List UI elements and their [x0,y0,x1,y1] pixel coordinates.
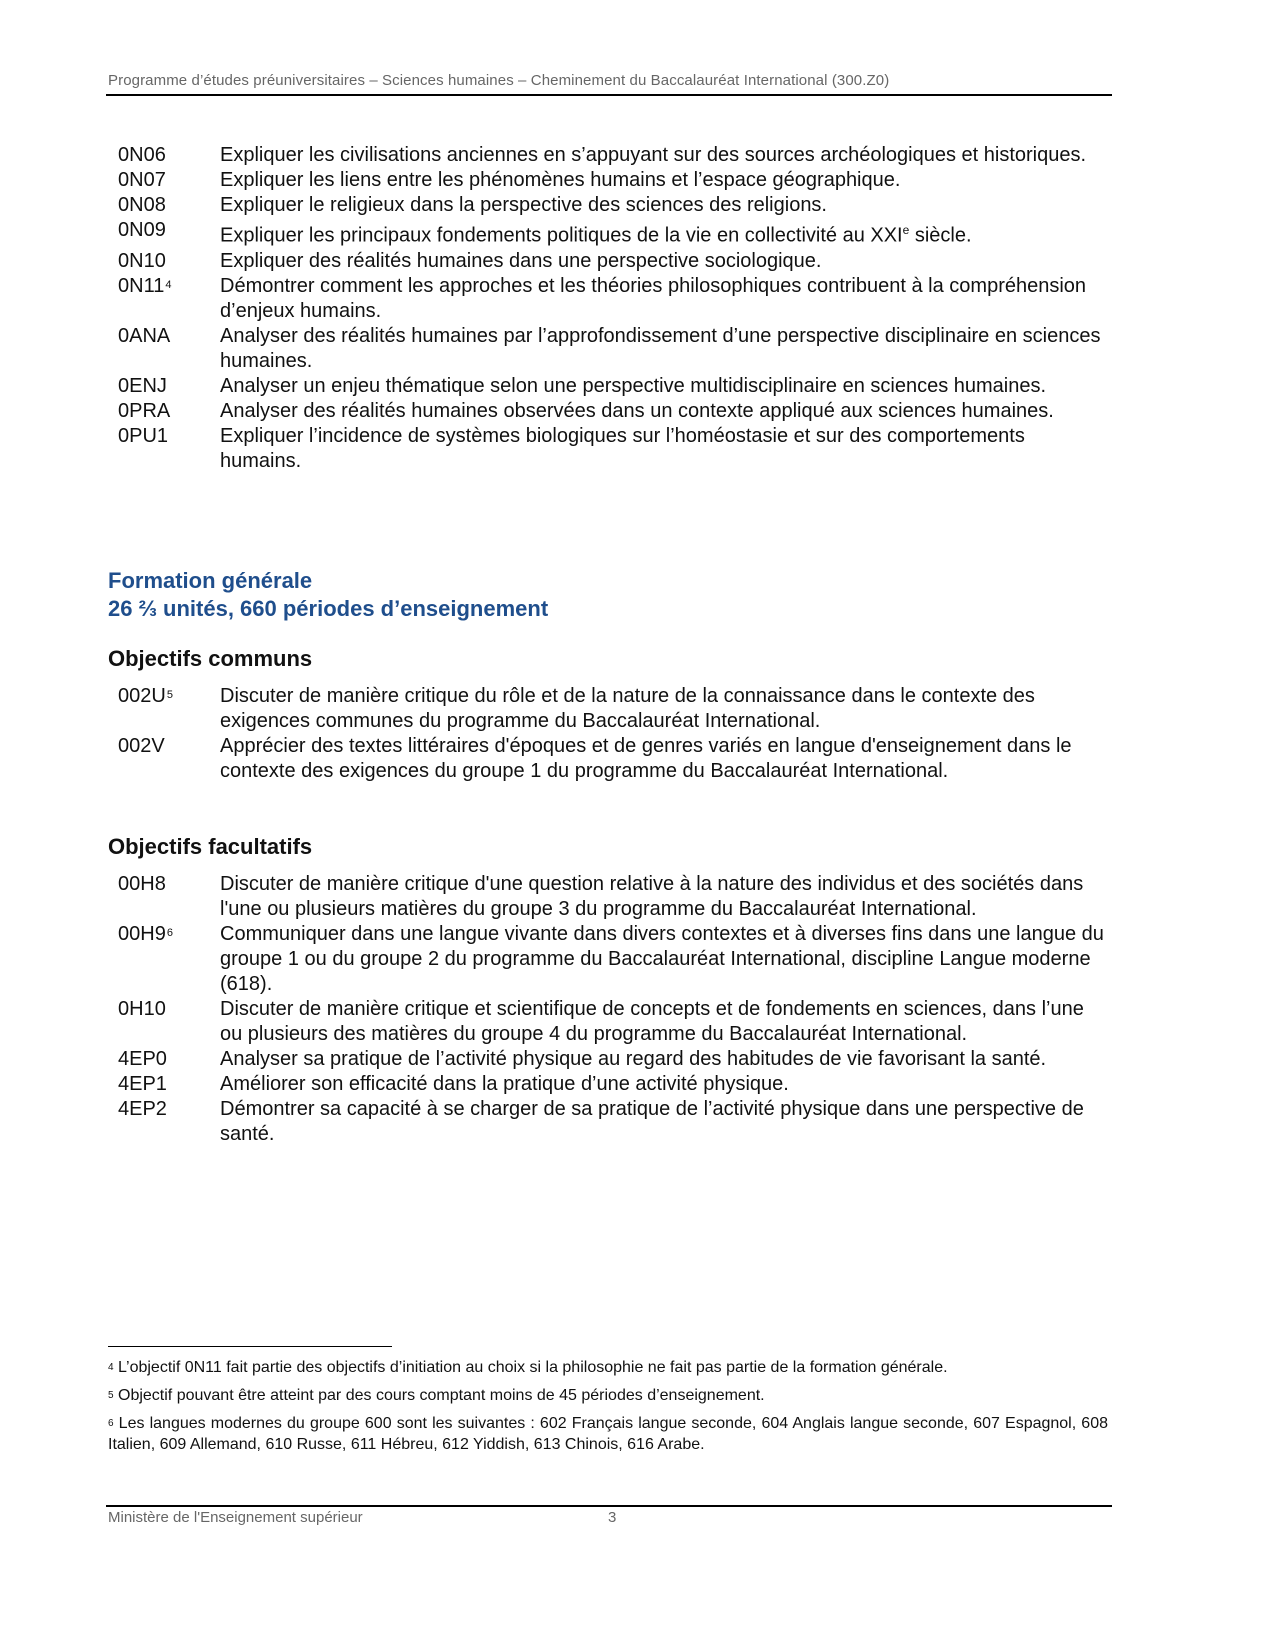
objective-code [108,193,220,218]
code-text: 4EP0 [118,1048,167,1070]
footnote-ref: 5 [166,689,173,701]
objective-code [108,399,220,424]
objective-code [108,922,220,997]
text: Améliorer son efficacité dans la pratique d’une activité physique. [220,1073,789,1095]
objective-item [108,143,1108,168]
code-text: 0N06 [118,144,166,166]
section-subtitle: 26 ⅔ unités, 660 périodes d’enseignement [108,596,549,621]
superscript: e [902,223,910,237]
objective-text [220,143,1108,168]
code-text: 0PRA [118,399,171,422]
code-text: 0N08 [118,194,166,216]
footnote-text: Les langues modernes du groupe 600 sont les suivantes : 602 Français langue seconde, 604 Anglais langue seconde, 607 Espagnol, 608 Italien, 609 Allemand, 610 Russe, 611 Hébreu, 612 Yiddish, 613 Chinois, 616 Arabe. [108,1415,1108,1453]
code-text: 002U [118,685,166,707]
page-number: 3 [608,1509,617,1526]
text: Expliquer l’incidence de systèmes biologiques sur l’homéostasie et sur des comportements humains. [220,424,1025,472]
text: Démontrer sa capacité à se charger de sa pratique de l’activité physique dans une perspective de santé. [220,1098,1084,1145]
objective-item [108,1072,1108,1097]
running-header: Programme d’études préuniversitaires – Sciences humaines – Cheminement du Baccalauréat International (300.Z0) [108,72,890,89]
objective-code [108,143,220,168]
objectifs-communs [108,645,1108,784]
subsection-title: Objectifs communs [108,646,313,671]
section-title: Formation générale [108,568,313,593]
footnote-ref: 6 [166,927,173,939]
objective-item [108,424,1108,474]
objective-item [108,922,1108,997]
objective-text [220,274,1108,324]
subsection-title: Objectifs facultatifs [108,834,313,859]
footnote-ref: 4 [165,278,172,291]
objective-item [108,997,1108,1047]
code-text: 0N09 [118,219,166,241]
text: Apprécier des textes littéraires d'époques et de genres variés en langue d'enseignement dans le contexte des exigences du groupe 1 du programme du Baccalauréat International. [220,735,1072,782]
objective-text [220,734,1108,784]
footnote-number: 4 [108,1362,114,1373]
text: Expliquer les liens entre les phénomènes humains et l’espace géographique. [220,169,901,191]
text: Communiquer dans une langue vivante dans divers contextes et à diverses fins dans une langue du groupe 1 ou du groupe 2 du programme du Baccalauréat International, discipline Langue moderne (618). [220,923,1104,995]
footnote-4 [108,1357,1108,1378]
code-text: 00H8 [118,873,166,895]
code-text: 002V [118,735,165,757]
objective-item [108,684,1108,734]
objective-item [108,168,1108,193]
objective-text [220,684,1108,734]
objective-code [108,218,220,249]
code-text: 4EP1 [118,1073,167,1095]
text: Discuter de manière critique et scientifique de concepts et de fondements en sciences, dans l’une ou plusieurs des matières du groupe 4 du programme du Baccalauréat International. [220,998,1084,1045]
objective-text [220,249,1108,274]
code-text: 00H9 [118,923,166,945]
objective-text [220,193,1108,218]
objectives-list [108,684,1108,784]
text: siècle. [909,224,972,247]
footnote-number: 6 [108,1418,114,1429]
objective-text [220,374,1108,399]
objective-text [220,1072,1108,1097]
code-text: 0ENJ [118,374,167,397]
objectifs-facultatifs [108,833,1108,1147]
objective-item [108,193,1108,218]
code-text: 0N07 [118,169,166,191]
text: Analyser des réalités humaines observées dans un contexte appliqué aux sciences humaines. [220,399,1054,422]
header-rule [106,94,1112,96]
objective-code [108,684,220,734]
objective-code [108,1072,220,1097]
objective-code [108,274,220,324]
text: Expliquer des réalités humaines dans une perspective sociologique. [220,249,822,272]
text: Démontrer comment les approches et les théories philosophiques contribuent à la compréhension d’enjeux humains. [220,274,1087,322]
code-text: 4EP2 [118,1098,167,1120]
objective-text [220,168,1108,193]
footnote-5 [108,1385,1108,1406]
footer-ministry: Ministère de l'Enseignement supérieur [108,1509,363,1526]
formation-heading [108,567,1108,623]
objective-text [220,1097,1108,1147]
code-text: 0H10 [118,998,166,1020]
text: Analyser un enjeu thématique selon une perspective multidisciplinaire en sciences humaines. [220,374,1047,397]
objective-item [108,1047,1108,1072]
objective-code [108,1097,220,1147]
objective-item [108,324,1108,374]
objective-text [220,218,1108,249]
objective-item [108,274,1108,324]
text: Discuter de manière critique du rôle et de la nature de la connaissance dans le contexte des exigences communes du programme du Baccalauréat International. [220,685,1035,732]
objective-item [108,1097,1108,1147]
text: Expliquer les civilisations anciennes en s’appuyant sur des sources archéologiques et historiques. [220,144,1087,166]
objective-code [108,872,220,922]
objective-code [108,324,220,374]
objective-item [108,249,1108,274]
code-text: 0N11 [118,274,165,297]
objective-text [220,1047,1108,1072]
objective-code [108,249,220,274]
objective-item [108,872,1108,922]
footnote-text: L’objectif 0N11 fait partie des objectifs d’initiation au choix si la philosophie ne fait pas partie de la formation générale. [113,1359,948,1376]
objective-code [108,424,220,474]
objective-code [108,374,220,399]
code-text: 0PU1 [118,424,169,447]
text: Analyser des réalités humaines par l’approfondissement d’une perspective disciplinaire en sciences humaines. [220,324,1101,372]
text: Analyser sa pratique de l’activité physique au regard des habitudes de vie favorisant la santé. [220,1048,1047,1070]
objective-code [108,734,220,784]
footnote-rule [108,1346,392,1347]
objective-code [108,168,220,193]
text: Discuter de manière critique d'une question relative à la nature des individus et des sociétés dans l'une ou plusieurs matières du groupe 3 du programme du Baccalauréat International. [220,873,1084,920]
footer-rule [106,1505,1112,1507]
footnote-text: Objectif pouvant être atteint par des cours comptant moins de 45 périodes d’enseignement. [113,1387,765,1404]
objective-text [220,399,1108,424]
objective-text [220,324,1108,374]
objective-text [220,424,1108,474]
objective-text [220,872,1108,922]
footnote-number: 5 [108,1390,114,1401]
code-text: 0ANA [118,324,171,347]
objective-text [220,997,1108,1047]
objective-code [108,997,220,1047]
objective-item [108,734,1108,784]
objective-code [108,1047,220,1072]
text: Expliquer les principaux fondements politiques de la vie en collectivité au XXI [220,224,903,247]
objective-item [108,399,1108,424]
objective-text [220,922,1108,997]
objective-item [108,374,1108,399]
text: Expliquer le religieux dans la perspective des sciences des religions. [220,194,827,216]
objectives-list-top [108,143,1108,474]
objectives-list [108,872,1108,1147]
code-text: 0N10 [118,249,166,272]
objective-item [108,218,1108,249]
footnote-6 [108,1413,1108,1455]
